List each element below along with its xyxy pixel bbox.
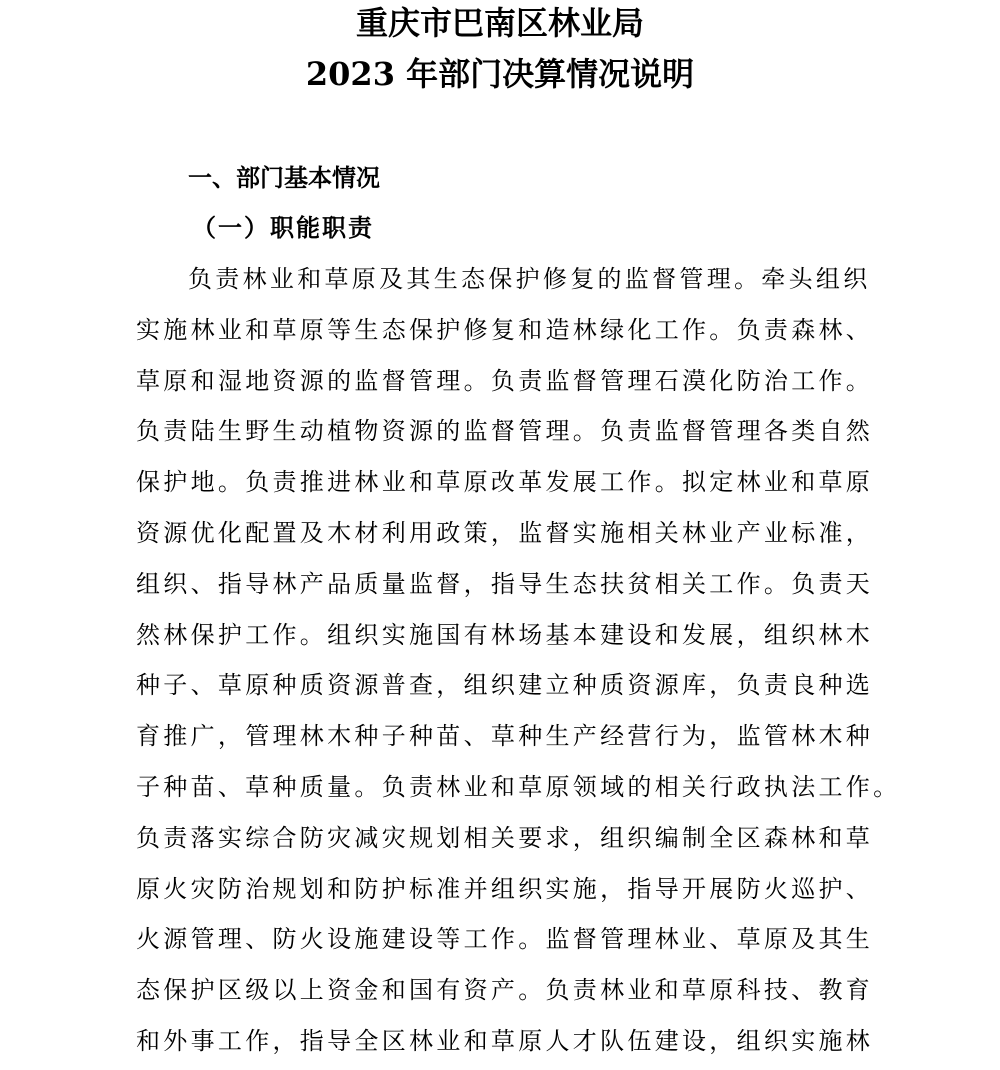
paragraph-line: 草原和湿地资源的监督管理。负责监督管理石漠化防治工作。 [136,366,874,395]
paragraph-line: 负责林业和草原及其生态保护修复的监督管理。牵头组织 [188,265,871,293]
paragraph-line: 组织、指导林产品质量监督，指导生态扶贫相关工作。负责天 [136,569,874,598]
paragraph-line: 资源优化配置及木材利用政策，监督实施相关林业产业标准， [136,518,874,547]
paragraph-line: 火源管理、防火设施建设等工作。监督管理林业、草原及其生 [136,925,874,954]
paragraph-line: 实施林业和草原等生态保护修复和造林绿化工作。负责森林、 [136,315,874,344]
paragraph-line: 种子、草原种质资源普查，组织建立种质资源库，负责良种选 [136,671,874,700]
paragraph-line: 原火灾防治规划和防护标准并组织实施，指导开展防火巡护、 [136,874,874,903]
paragraph-line: 负责陆生野生动植物资源的监督管理。负责监督管理各类自然 [136,417,874,446]
paragraph-line: 保护地。负责推进林业和草原改革发展工作。拟定林业和草原 [136,468,874,497]
paragraph-line: 育推广，管理林木种子种苗、草种生产经营行为，监管林木种 [136,722,874,751]
paragraph-line: 子种苗、草种质量。负责林业和草原领域的相关行政执法工作。 [136,772,901,801]
subsection-heading: （一）职能职责 [192,213,374,242]
paragraph-line: 和外事工作，指导全区林业和草原人才队伍建设，组织实施林 [136,1026,874,1055]
section-heading: 一、部门基本情况 [188,164,380,192]
document-title-line-1: 重庆市巴南区林业局 [355,4,644,42]
body-paragraph [136,257,901,1070]
paragraph-line: 负责落实综合防灾减灾规划相关要求，组织编制全区森林和草 [136,823,874,852]
document-title-line-2: 2023 年部门决算情况说明 [305,55,695,93]
paragraph-line: 态保护区级以上资金和国有资产。负责林业和草原科技、教育 [136,976,874,1005]
paragraph-line: 然林保护工作。组织实施国有林场基本建设和发展，组织林木 [136,620,874,649]
